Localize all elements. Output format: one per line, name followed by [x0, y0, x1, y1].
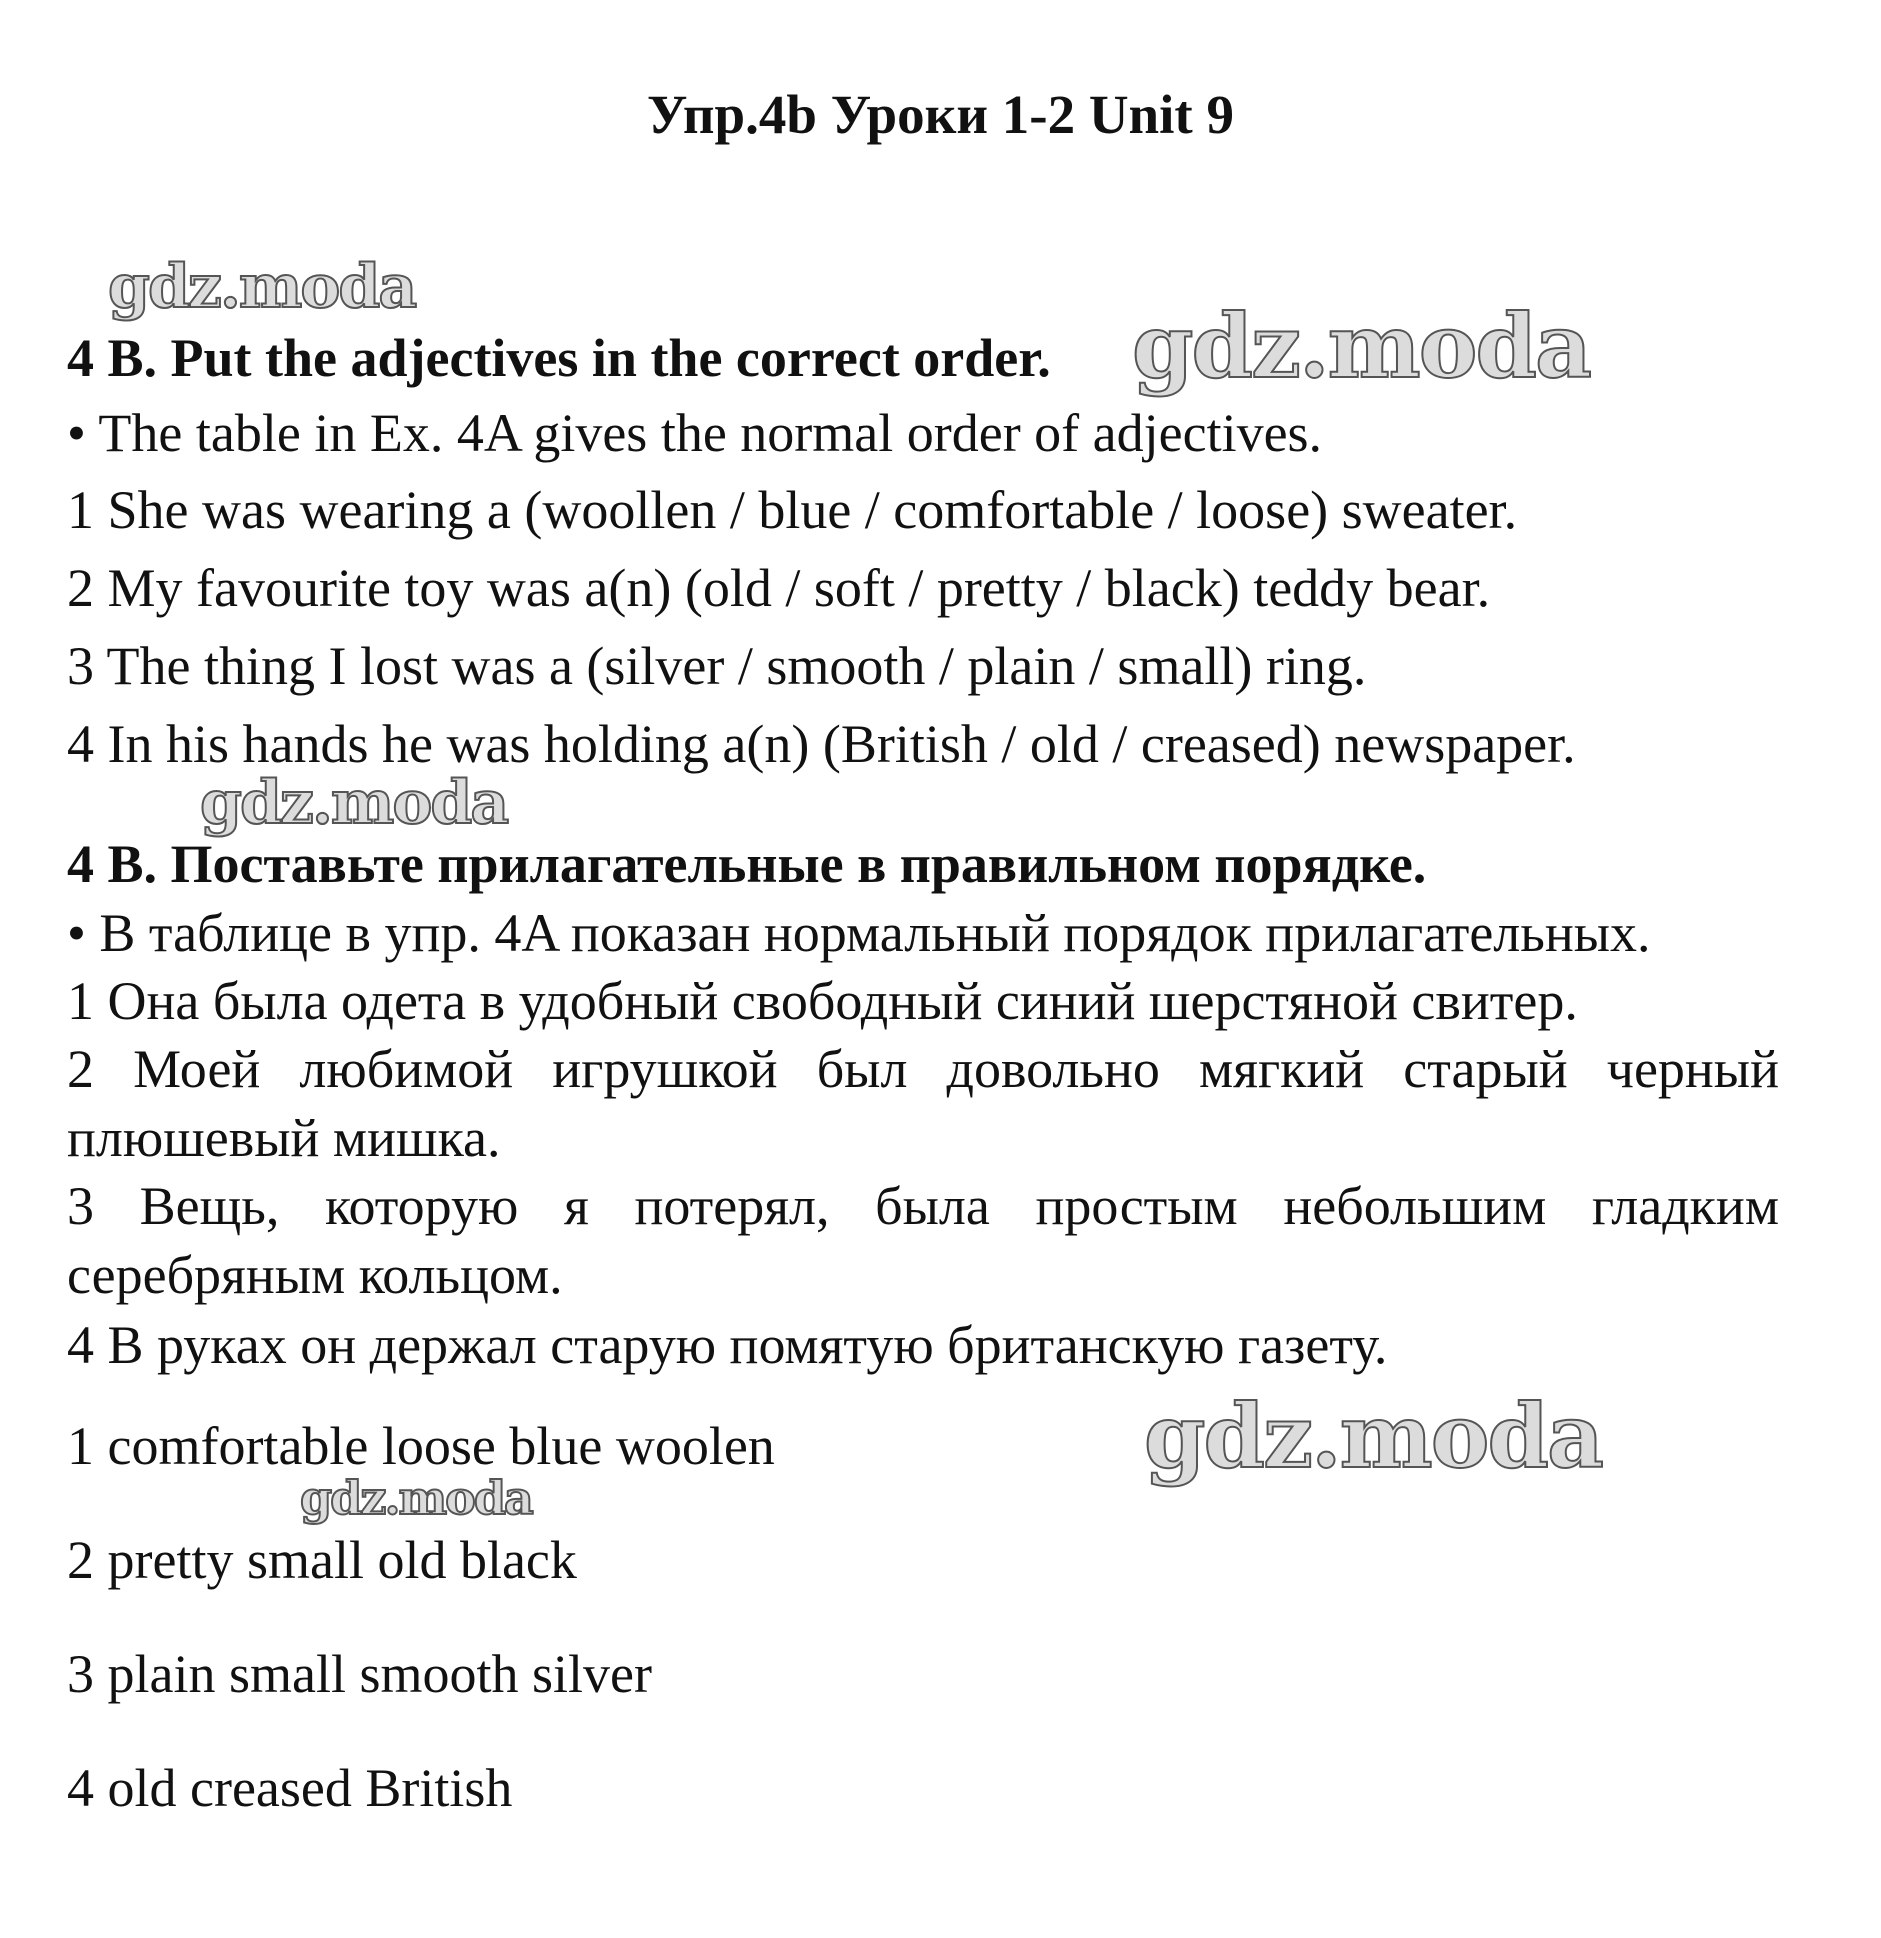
page-title: Упр.4b Уроки 1-2 Unit 9 — [646, 84, 1234, 145]
russian-heading: 4 B. Поставьте прилагательные в правильном порядке. — [67, 834, 1427, 894]
answer-3: 3 plain small smooth silver — [67, 1644, 652, 1704]
watermark-logo: gdz.moda — [300, 1471, 532, 1525]
english-item-4: 4 In his hands he was holding a(n) (British / old / creased) newspaper. — [67, 714, 1576, 774]
answer-4: 4 old creased British — [67, 1758, 513, 1818]
russian-note: • В таблице в упр. 4A показан нормальный порядок прилагательных. — [67, 903, 1651, 963]
english-item-2: 2 My favourite toy was a(n) (old / soft / pretty / black) teddy bear. — [67, 558, 1491, 618]
english-heading: 4 B. Put the adjectives in the correct order. — [67, 328, 1051, 388]
watermark-logo: gdz.moda — [1132, 294, 1591, 398]
english-item-1: 1 She was wearing a (woollen / blue / comfortable / loose) sweater. — [67, 480, 1518, 540]
watermark-logo: gdz.moda — [200, 768, 508, 838]
english-item-3: 3 The thing I lost was a (silver / smooth / plain / small) ring. — [67, 636, 1367, 696]
russian-item-2: 2 Моей любимой игрушкой был довольно мягкий старый черный плюшевый мишка. — [67, 1039, 1779, 1168]
watermark-logo: gdz.moda — [1144, 1384, 1603, 1488]
russian-item-4: 4 В руках он держал старую помятую британскую газету. — [67, 1315, 1388, 1375]
answer-2: 2 pretty small old black — [67, 1530, 577, 1590]
russian-item-1: 1 Она была одета в удобный свободный синий шерстяной свитер. — [67, 971, 1578, 1031]
english-note: • The table in Ex. 4A gives the normal order of adjectives. — [67, 403, 1323, 463]
russian-item-3: 3 Вещь, которую я потерял, была простым небольшим гладким серебряным кольцом. — [67, 1176, 1779, 1305]
watermark-logo: gdz.moda — [108, 252, 416, 322]
answer-1: 1 comfortable loose blue woolen — [67, 1416, 775, 1476]
